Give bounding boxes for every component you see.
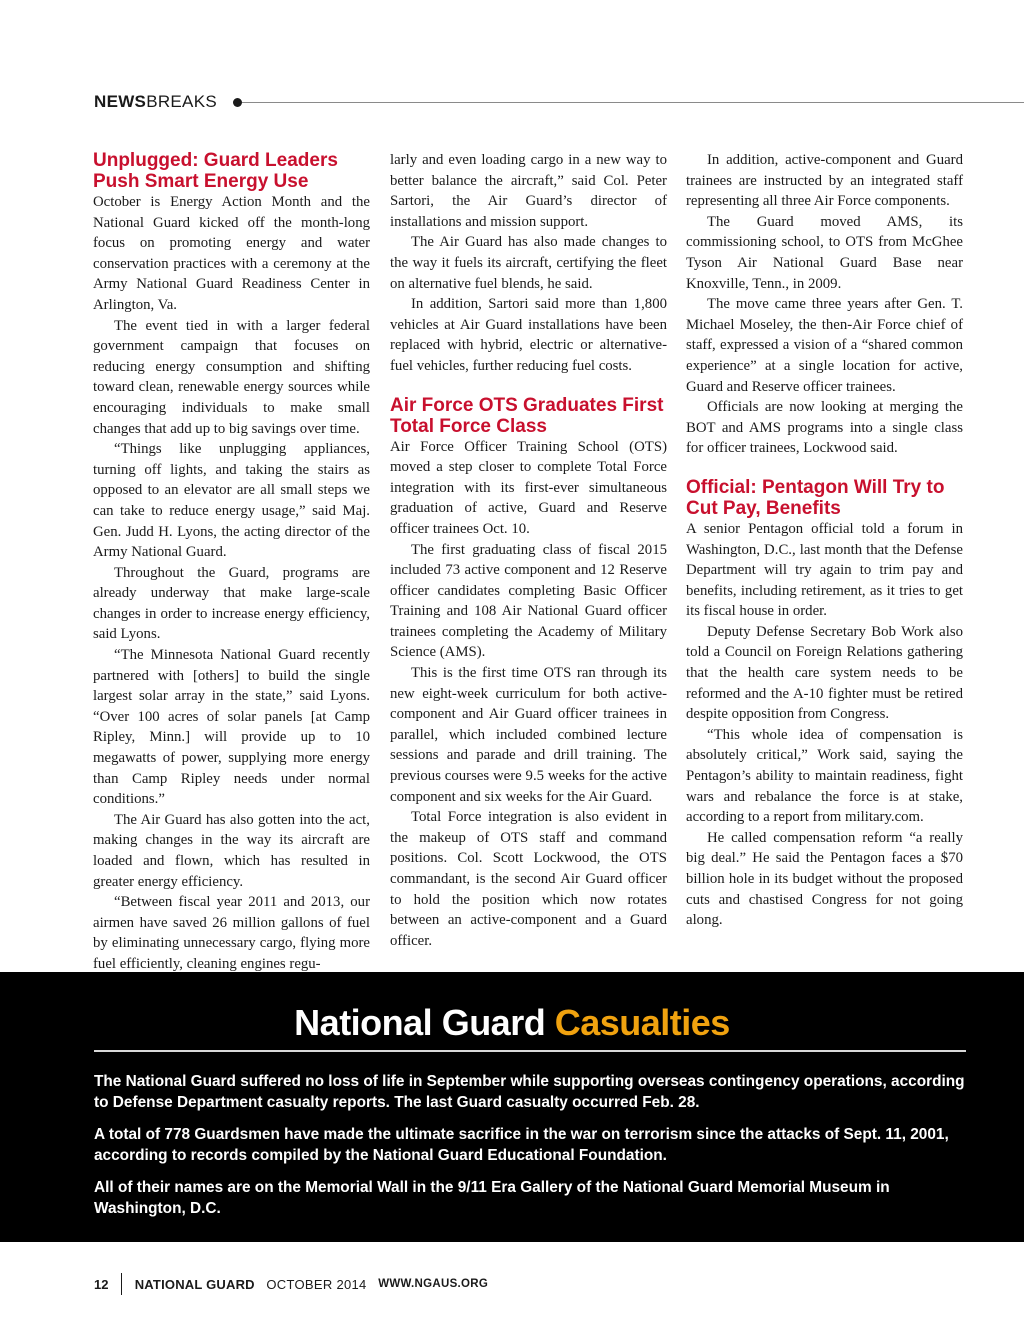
headline-ots: Air Force OTS Graduates First Total Force Class xyxy=(390,394,664,437)
paragraph: The first graduating class of fiscal 2015 included 73 active component and 12 Reserve officer candidates completing Basic Officer Training and 108 Air National Guard officer trainees completing the Academy of Military Science (AMS). xyxy=(390,541,667,661)
casualties-paragraph: All of their names are on the Memorial Wall in the 9/11 Era Gallery of the National Guard Memorial Museum in Washington, D.C. xyxy=(94,1179,890,1217)
casualties-rule xyxy=(94,1050,966,1052)
section-label-light: BREAKS xyxy=(146,92,217,111)
paragraph: “Things like unplugging appliances, turning off lights, and taking the stairs as opposed to an elevator are all small steps we can take to reduce energy usage,” said Maj. Gen. Judd H. Lyons, the acting director of the Army National Guard. xyxy=(93,441,370,561)
section-label xyxy=(94,92,217,112)
header-rule xyxy=(242,102,1024,103)
paragraph: Deputy Defense Secretary Bob Work also told a Council on Foreign Relations gathering that the health care system needs to be reformed and the A-10 fighter must be retired despite opposition from Congress. xyxy=(686,623,963,723)
paragraph: “This whole idea of compensation is absolutely critical,” Work said, saying the Pentagon’s ability to maintain readiness, fight wars and rebalance the force is at stake, according to a report from military.com. xyxy=(686,726,963,826)
casualties-body xyxy=(94,1071,969,1230)
column-3 xyxy=(686,150,963,960)
paragraph: “The Minnesota National Guard recently partnered with [others] to build the single largest solar array in the state,” said Lyons. “Over 100 acres of solar panels [at Camp Ripley, Minn.] will provide up to 10 megawatts of power, supplying more energy than Camp Ripley needs under normal conditions.” xyxy=(93,647,370,808)
casualties-paragraph: The National Guard suffered no loss of life in September while supporting overseas contingency operations, according to Defense Department casualty reports. The last Guard casualty occurred Feb. 28. xyxy=(94,1073,965,1111)
issue-date: OCTOBER 2014 xyxy=(266,1276,367,1292)
paragraph: The move came three years after Gen. T. Michael Moseley, the then-Air Force chief of staff, expressed a vision of a “shared common experience” at a single location for active, Guard and Reserve officer trainees. xyxy=(686,296,963,395)
column-1 xyxy=(93,150,370,972)
bullet-dot-icon xyxy=(233,98,242,107)
page-footer xyxy=(94,1273,488,1295)
footer-divider xyxy=(121,1273,122,1295)
paragraph: “Between fiscal year 2011 and 2013, our airmen have saved 26 million gallons of fuel by eliminating unnecessary cargo, flying more fuel efficiently, cleaning engines regu- xyxy=(93,894,370,972)
paragraph: The Air Guard has also gotten into the act, making changes in the way its aircraft are loaded and flown, which has resulted in greater energy efficiency. xyxy=(93,811,370,890)
casualties-panel xyxy=(0,972,1024,1242)
paragraph: Total Force integration is also evident in the makeup of OTS staff and command positions. Col. Scott Lockwood, the OTS commandant, is the second Air Guard officer to hold the position which now rotates between an active-component and a Guard officer. xyxy=(390,809,667,949)
casualties-title xyxy=(0,1002,1024,1044)
headline-pentagon: Official: Pentagon Will Try to Cut Pay, Benefits xyxy=(686,476,945,519)
casualties-paragraph: A total of 778 Guardsmen have made the ultimate sacrifice in the war on terrorism since the attacks of Sept. 11, 2001, according to records compiled by the National Guard Educational Foundation. xyxy=(94,1126,949,1164)
paragraph: Throughout the Guard, programs are already underway that make large-scale changes in order to increase energy efficiency, said Lyons. xyxy=(93,564,370,643)
paragraph: Air Force Officer Training School (OTS) moved a step closer to complete Total Force integration with its first-ever simultaneous graduation of active, Guard and Reserve officer trainees Oct. 10. xyxy=(390,438,667,537)
section-label-bold: NEWS xyxy=(94,92,147,111)
paragraph: The Guard moved AMS, its commissioning school, to OTS from McGhee Tyson Air National Guard Base near Knoxville, Tenn., in 2009. xyxy=(686,213,963,292)
headline-energy: Unplugged: Guard Leaders Push Smart Energy Use xyxy=(93,150,338,192)
paragraph: The event tied in with a larger federal government campaign that focuses on reducing energy consumption and shifting toward clean, renewable energy sources while encouraging individuals to make small changes that add up to big savings over time. xyxy=(93,317,370,437)
paragraph: In addition, active-component and Guard trainees are instructed by an integrated staff representing all three Air Force components. xyxy=(686,152,963,210)
website-link[interactable]: WWW.NGAUS.ORG xyxy=(378,1278,489,1290)
paragraph: The Air Guard has also made changes to the way it fuels its aircraft, certifying the fleet on alternative fuel blends, he said. xyxy=(390,234,667,292)
paragraph: In addition, Sartori said more than 1,800 vehicles at Air Guard installations have been replaced with hybrid, electric or alternative-fuel vehicles, further reducing fuel costs. xyxy=(390,296,667,374)
paragraph: A senior Pentagon official told a forum in Washington, D.C., last month that the Defense Department will try again to trim pay and benefits, including retirement, as it tries to get its fiscal house in order. xyxy=(686,520,963,620)
magazine-name: NATIONAL GUARD xyxy=(134,1276,255,1292)
paragraph: Officials are now looking at merging the BOT and AMS programs into a single class for officer trainees, Lockwood said. xyxy=(686,399,963,457)
casualties-title-white: National Guard xyxy=(294,1002,546,1043)
paragraph: October is Energy Action Month and the National Guard kicked off the month-long focus on promoting energy and water conservation practices with a ceremony at the Army National Guard Readiness Center in Arlington, Va. xyxy=(93,194,370,313)
paragraph-continued: larly and even loading cargo in a new way to better balance the aircraft,” said Col. Peter Sartori, the Air Guard’s director of installations and mission support. xyxy=(390,152,667,230)
paragraph: This is the first time OTS ran through its new eight-week curriculum for both active-component and Air Guard officer trainees in parallel, which included combined lecture sessions and parade and drill training. The previous courses were 9.5 weeks for the active component and six weeks for the Air Guard. xyxy=(390,665,667,805)
casualties-title-gold: Casualties xyxy=(554,1002,730,1043)
page-number: 12 xyxy=(94,1276,109,1292)
paragraph: He called compensation reform “a really big deal.” He said the Pentagon faces a $70 billion hole in its budget without the proposed cuts and chastised Congress for not going along. xyxy=(686,829,963,929)
column-2 xyxy=(390,150,667,960)
section-header xyxy=(94,92,1024,114)
